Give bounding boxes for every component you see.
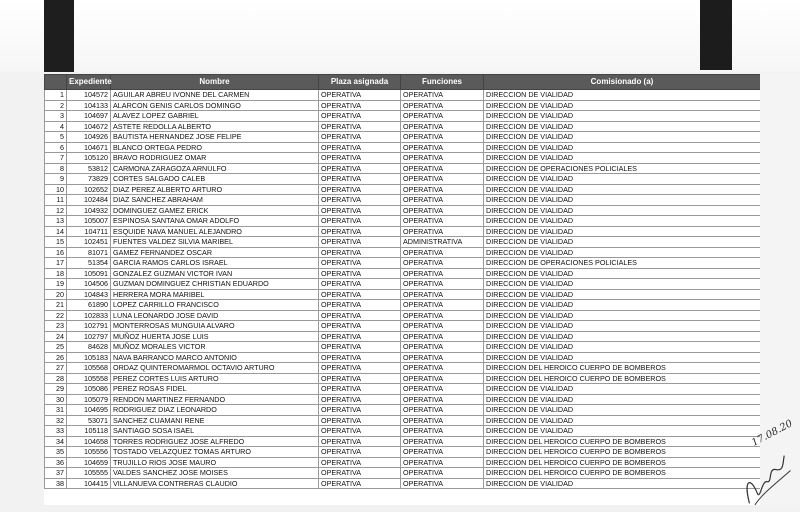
row-number: 17	[45, 258, 67, 269]
nombre-cell: CORTES SALGADO CALEB	[111, 174, 319, 185]
nombre-cell: ORDAZ QUINTEROMARMOL OCTAVIO ARTURO	[111, 363, 319, 374]
comisionado-cell: DIRECCION DE VIALIDAD	[484, 247, 761, 258]
expediente-cell: 105079	[67, 394, 111, 405]
expediente-cell: 105086	[67, 384, 111, 395]
header-index	[45, 75, 67, 90]
funciones-cell: OPERATIVA	[401, 478, 484, 489]
row-number: 7	[45, 153, 67, 164]
expediente-cell: 73829	[67, 174, 111, 185]
comisionado-cell: DIRECCION DE VIALIDAD	[484, 289, 761, 300]
table-row	[45, 363, 761, 374]
expediente-cell: 102833	[67, 310, 111, 321]
row-number: 3	[45, 111, 67, 122]
row-number: 27	[45, 363, 67, 374]
comisionado-cell: DIRECCION DEL HEROICO CUERPO DE BOMBEROS	[484, 447, 761, 458]
comisionado-cell: DIRECCION DE VIALIDAD	[484, 237, 761, 248]
funciones-cell: OPERATIVA	[401, 100, 484, 111]
plaza-cell: OPERATIVA	[319, 132, 401, 143]
expediente-cell: 105555	[67, 468, 111, 479]
table-row	[45, 394, 761, 405]
row-number: 15	[45, 237, 67, 248]
comisionado-cell: DIRECCION DE VIALIDAD	[484, 174, 761, 185]
comisionado-cell: DIRECCION DE VIALIDAD	[484, 100, 761, 111]
header-comisionado: Comisionado (a)	[484, 75, 761, 90]
row-number: 22	[45, 310, 67, 321]
nombre-cell: BRAVO RODRIGUEZ OMAR	[111, 153, 319, 164]
nombre-cell: PEREZ CORTES LUIS ARTURO	[111, 373, 319, 384]
table-header-row	[45, 75, 761, 90]
table-row	[45, 310, 761, 321]
comisionado-cell: DIRECCION DE VIALIDAD	[484, 195, 761, 206]
comisionado-cell: DIRECCION DE VIALIDAD	[484, 268, 761, 279]
comisionado-cell: DIRECCION DE VIALIDAD	[484, 153, 761, 164]
row-number: 9	[45, 174, 67, 185]
row-number: 34	[45, 436, 67, 447]
expediente-cell: 105007	[67, 216, 111, 227]
comisionado-cell: DIRECCION DEL HEROICO CUERPO DE BOMBEROS	[484, 363, 761, 374]
row-number: 21	[45, 300, 67, 311]
funciones-cell: OPERATIVA	[401, 457, 484, 468]
plaza-cell: OPERATIVA	[319, 436, 401, 447]
row-number: 2	[45, 100, 67, 111]
table-row	[45, 237, 761, 248]
nombre-cell: NAVA BARRANCO MARCO ANTONIO	[111, 352, 319, 363]
funciones-cell: OPERATIVA	[401, 468, 484, 479]
comisionado-cell: DIRECCION DE VIALIDAD	[484, 300, 761, 311]
funciones-cell: OPERATIVA	[401, 447, 484, 458]
funciones-cell: OPERATIVA	[401, 426, 484, 437]
comisionado-cell: DIRECCION DE VIALIDAD	[484, 478, 761, 489]
comisionado-cell: DIRECCION DE VIALIDAD	[484, 384, 761, 395]
plaza-cell: OPERATIVA	[319, 216, 401, 227]
comisionado-cell: DIRECCION DEL HEROICO CUERPO DE BOMBEROS	[484, 457, 761, 468]
row-number: 36	[45, 457, 67, 468]
comisionado-cell: DIRECCION DE VIALIDAD	[484, 415, 761, 426]
row-number: 14	[45, 226, 67, 237]
expediente-cell: 102484	[67, 195, 111, 206]
nombre-cell: ESPINOSA SANTANA OMAR ADOLFO	[111, 216, 319, 227]
funciones-cell: OPERATIVA	[401, 226, 484, 237]
table-row	[45, 216, 761, 227]
table-row	[45, 447, 761, 458]
plaza-cell: OPERATIVA	[319, 415, 401, 426]
funciones-cell: OPERATIVA	[401, 90, 484, 101]
comisionado-cell: DIRECCION DE VIALIDAD	[484, 405, 761, 416]
funciones-cell: OPERATIVA	[401, 289, 484, 300]
plaza-cell: OPERATIVA	[319, 363, 401, 374]
nombre-cell: TRUJILLO RIOS JOSE MAURO	[111, 457, 319, 468]
row-number: 19	[45, 279, 67, 290]
expediente-cell: 104506	[67, 279, 111, 290]
plaza-cell: OPERATIVA	[319, 153, 401, 164]
table-row	[45, 174, 761, 185]
plaza-cell: OPERATIVA	[319, 384, 401, 395]
expediente-cell: 81071	[67, 247, 111, 258]
comisionado-cell: DIRECCION DE VIALIDAD	[484, 216, 761, 227]
table-row	[45, 100, 761, 111]
nombre-cell: RODRIGUEZ DIAZ LEONARDO	[111, 405, 319, 416]
nombre-cell: FUENTES VALDEZ SILVIA MARIBEL	[111, 237, 319, 248]
funciones-cell: OPERATIVA	[401, 352, 484, 363]
plaza-cell: OPERATIVA	[319, 163, 401, 174]
row-number: 5	[45, 132, 67, 143]
document-page	[44, 74, 760, 505]
table-row	[45, 247, 761, 258]
table-row	[45, 195, 761, 206]
table-row	[45, 415, 761, 426]
plaza-cell: OPERATIVA	[319, 258, 401, 269]
expediente-cell: 61890	[67, 300, 111, 311]
header-nombre: Nombre	[111, 75, 319, 90]
funciones-cell: OPERATIVA	[401, 121, 484, 132]
funciones-cell: OPERATIVA	[401, 373, 484, 384]
comisionado-cell: DIRECCION DE OPERACIONES POLICIALES	[484, 258, 761, 269]
funciones-cell: OPERATIVA	[401, 394, 484, 405]
table-row	[45, 90, 761, 101]
funciones-cell: OPERATIVA	[401, 195, 484, 206]
nombre-cell: LOPEZ CARRILLO FRANCISCO	[111, 300, 319, 311]
plaza-cell: OPERATIVA	[319, 310, 401, 321]
nombre-cell: DIAZ SANCHEZ ABRAHAM	[111, 195, 319, 206]
nombre-cell: GAMEZ FERNANDEZ OSCAR	[111, 247, 319, 258]
nombre-cell: VALDES SANCHEZ JOSE MOISES	[111, 468, 319, 479]
table-row	[45, 111, 761, 122]
funciones-cell: OPERATIVA	[401, 415, 484, 426]
expediente-cell: 104697	[67, 111, 111, 122]
nombre-cell: HERRERA MORA MARIBEL	[111, 289, 319, 300]
funciones-cell: OPERATIVA	[401, 111, 484, 122]
nombre-cell: CARMONA ZARAGOZA ARNULFO	[111, 163, 319, 174]
comisionado-cell: DIRECCION DE VIALIDAD	[484, 142, 761, 153]
plaza-cell: OPERATIVA	[319, 447, 401, 458]
table-body	[45, 90, 761, 489]
personnel-table	[44, 74, 761, 489]
row-number: 8	[45, 163, 67, 174]
row-number: 31	[45, 405, 67, 416]
table-row	[45, 132, 761, 143]
plaza-cell: OPERATIVA	[319, 342, 401, 353]
funciones-cell: OPERATIVA	[401, 216, 484, 227]
funciones-cell: OPERATIVA	[401, 163, 484, 174]
funciones-cell: OPERATIVA	[401, 205, 484, 216]
comisionado-cell: DIRECCION DE VIALIDAD	[484, 321, 761, 332]
comisionado-cell: DIRECCION DEL HEROICO CUERPO DE BOMBEROS	[484, 468, 761, 479]
table-row	[45, 205, 761, 216]
expediente-cell: 84628	[67, 342, 111, 353]
expediente-cell: 51354	[67, 258, 111, 269]
row-number: 16	[45, 247, 67, 258]
expediente-cell: 104658	[67, 436, 111, 447]
funciones-cell: OPERATIVA	[401, 321, 484, 332]
nombre-cell: ASTETE REDOLLA ALBERTO	[111, 121, 319, 132]
plaza-cell: OPERATIVA	[319, 237, 401, 248]
table-row	[45, 457, 761, 468]
comisionado-cell: DIRECCION DEL HEROICO CUERPO DE BOMBEROS	[484, 436, 761, 447]
table-row	[45, 268, 761, 279]
header-expediente: Expediente	[67, 75, 111, 90]
expediente-cell: 53071	[67, 415, 111, 426]
comisionado-cell: DIRECCION DE VIALIDAD	[484, 205, 761, 216]
plaza-cell: OPERATIVA	[319, 468, 401, 479]
plaza-cell: OPERATIVA	[319, 174, 401, 185]
comisionado-cell: DIRECCION DE VIALIDAD	[484, 226, 761, 237]
row-number: 29	[45, 384, 67, 395]
expediente-cell: 105568	[67, 363, 111, 374]
nombre-cell: RENDON MARTINEZ FERNANDO	[111, 394, 319, 405]
table-row	[45, 426, 761, 437]
plaza-cell: OPERATIVA	[319, 289, 401, 300]
nombre-cell: GONZALEZ GUZMAN VICTOR IVAN	[111, 268, 319, 279]
table-row	[45, 384, 761, 395]
plaza-cell: OPERATIVA	[319, 100, 401, 111]
plaza-cell: OPERATIVA	[319, 300, 401, 311]
nombre-cell: SANCHEZ CUAMANI RENE	[111, 415, 319, 426]
row-number: 35	[45, 447, 67, 458]
nombre-cell: ALAVEZ LOPEZ GABRIEL	[111, 111, 319, 122]
plaza-cell: OPERATIVA	[319, 268, 401, 279]
nombre-cell: GUZMAN DOMINGUEZ CHRISTIAN EDUARDO	[111, 279, 319, 290]
expediente-cell: 104926	[67, 132, 111, 143]
table-row	[45, 142, 761, 153]
table-row	[45, 352, 761, 363]
expediente-cell: 102652	[67, 184, 111, 195]
nombre-cell: ESQUIDE NAVA MANUEL ALEJANDRO	[111, 226, 319, 237]
nombre-cell: DIAZ PEREZ ALBERTO ARTURO	[111, 184, 319, 195]
expediente-cell: 104695	[67, 405, 111, 416]
row-number: 33	[45, 426, 67, 437]
table-row	[45, 289, 761, 300]
expediente-cell: 104932	[67, 205, 111, 216]
row-number: 28	[45, 373, 67, 384]
plaza-cell: OPERATIVA	[319, 226, 401, 237]
plaza-cell: OPERATIVA	[319, 394, 401, 405]
expediente-cell: 104659	[67, 457, 111, 468]
nombre-cell: ALARCON GENIS CARLOS DOMINGO	[111, 100, 319, 111]
funciones-cell: OPERATIVA	[401, 258, 484, 269]
comisionado-cell: DIRECCION DE VIALIDAD	[484, 352, 761, 363]
row-number: 30	[45, 394, 67, 405]
row-number: 38	[45, 478, 67, 489]
comisionado-cell: DIRECCION DE VIALIDAD	[484, 394, 761, 405]
expediente-cell: 105120	[67, 153, 111, 164]
row-number: 23	[45, 321, 67, 332]
nombre-cell: TORRES RODRIGUEZ JOSE ALFREDO	[111, 436, 319, 447]
expediente-cell: 104415	[67, 478, 111, 489]
nombre-cell: PEREZ ROSAS FIDEL	[111, 384, 319, 395]
plaza-cell: OPERATIVA	[319, 205, 401, 216]
comisionado-cell: DIRECCION DE VIALIDAD	[484, 121, 761, 132]
nombre-cell: DOMINGUEZ GAMEZ ERICK	[111, 205, 319, 216]
nombre-cell: MONTERROSAS MUNGUIA ALVARO	[111, 321, 319, 332]
expediente-cell: 102797	[67, 331, 111, 342]
header-funciones: Funciones	[401, 75, 484, 90]
row-number: 18	[45, 268, 67, 279]
comisionado-cell: DIRECCION DE OPERACIONES POLICIALES	[484, 163, 761, 174]
expediente-cell: 105091	[67, 268, 111, 279]
nombre-cell: VILLANUEVA CONTRERAS CLAUDIO	[111, 478, 319, 489]
comisionado-cell: DIRECCION DE VIALIDAD	[484, 426, 761, 437]
header-plaza: Plaza asignada	[319, 75, 401, 90]
nombre-cell: BLANCO ORTEGA PEDRO	[111, 142, 319, 153]
table-row	[45, 163, 761, 174]
comisionado-cell: DIRECCION DE VIALIDAD	[484, 90, 761, 101]
scan-shadow-right	[700, 0, 732, 70]
row-number: 26	[45, 352, 67, 363]
row-number: 1	[45, 90, 67, 101]
funciones-cell: OPERATIVA	[401, 279, 484, 290]
plaza-cell: OPERATIVA	[319, 321, 401, 332]
table-row	[45, 478, 761, 489]
funciones-cell: OPERATIVA	[401, 405, 484, 416]
plaza-cell: OPERATIVA	[319, 405, 401, 416]
expediente-cell: 104711	[67, 226, 111, 237]
table-row	[45, 468, 761, 479]
scan-background-top	[0, 0, 800, 72]
row-number: 37	[45, 468, 67, 479]
row-number: 12	[45, 205, 67, 216]
scan-shadow-left	[44, 0, 74, 72]
funciones-cell: OPERATIVA	[401, 363, 484, 374]
expediente-cell: 102791	[67, 321, 111, 332]
nombre-cell: TOSTADO VELAZQUEZ TOMAS ARTURO	[111, 447, 319, 458]
row-number: 32	[45, 415, 67, 426]
comisionado-cell: DIRECCION DE VIALIDAD	[484, 331, 761, 342]
expediente-cell: 104572	[67, 90, 111, 101]
nombre-cell: LUNA LEONARDO JOSE DAVID	[111, 310, 319, 321]
plaza-cell: OPERATIVA	[319, 478, 401, 489]
table-row	[45, 321, 761, 332]
plaza-cell: OPERATIVA	[319, 142, 401, 153]
row-number: 10	[45, 184, 67, 195]
plaza-cell: OPERATIVA	[319, 373, 401, 384]
nombre-cell: AGUILAR ABREU IVONNE DEL CARMEN	[111, 90, 319, 101]
plaza-cell: OPERATIVA	[319, 331, 401, 342]
plaza-cell: OPERATIVA	[319, 111, 401, 122]
table-row	[45, 184, 761, 195]
table-row	[45, 331, 761, 342]
expediente-cell: 105558	[67, 373, 111, 384]
nombre-cell: SANTIAGO SOSA ISAEL	[111, 426, 319, 437]
expediente-cell: 105183	[67, 352, 111, 363]
expediente-cell: 104672	[67, 121, 111, 132]
row-number: 6	[45, 142, 67, 153]
table-row	[45, 153, 761, 164]
table-row	[45, 279, 761, 290]
table-row	[45, 436, 761, 447]
comisionado-cell: DIRECCION DE VIALIDAD	[484, 132, 761, 143]
row-number: 20	[45, 289, 67, 300]
table-row	[45, 226, 761, 237]
funciones-cell: OPERATIVA	[401, 153, 484, 164]
table-row	[45, 373, 761, 384]
funciones-cell: OPERATIVA	[401, 132, 484, 143]
row-number: 25	[45, 342, 67, 353]
funciones-cell: OPERATIVA	[401, 142, 484, 153]
comisionado-cell: DIRECCION DE VIALIDAD	[484, 184, 761, 195]
nombre-cell: BAUTISTA HERNANDEZ JOSE FELIPE	[111, 132, 319, 143]
plaza-cell: OPERATIVA	[319, 426, 401, 437]
table-row	[45, 258, 761, 269]
comisionado-cell: DIRECCION DE VIALIDAD	[484, 111, 761, 122]
funciones-cell: OPERATIVA	[401, 384, 484, 395]
table-row	[45, 121, 761, 132]
table-row	[45, 300, 761, 311]
plaza-cell: OPERATIVA	[319, 184, 401, 195]
expediente-cell: 104133	[67, 100, 111, 111]
funciones-cell: OPERATIVA	[401, 331, 484, 342]
funciones-cell: OPERATIVA	[401, 184, 484, 195]
expediente-cell: 102451	[67, 237, 111, 248]
nombre-cell: MUÑOZ HUERTA JOSE LUIS	[111, 331, 319, 342]
expediente-cell: 104671	[67, 142, 111, 153]
plaza-cell: OPERATIVA	[319, 352, 401, 363]
expediente-cell: 104843	[67, 289, 111, 300]
expediente-cell: 53812	[67, 163, 111, 174]
handwritten-date: 17.08.20	[750, 418, 795, 449]
expediente-cell: 105556	[67, 447, 111, 458]
plaza-cell: OPERATIVA	[319, 457, 401, 468]
row-number: 4	[45, 121, 67, 132]
funciones-cell: OPERATIVA	[401, 268, 484, 279]
row-number: 13	[45, 216, 67, 227]
plaza-cell: OPERATIVA	[319, 247, 401, 258]
comisionado-cell: DIRECCION DE VIALIDAD	[484, 279, 761, 290]
comisionado-cell: DIRECCION DE VIALIDAD	[484, 310, 761, 321]
plaza-cell: OPERATIVA	[319, 90, 401, 101]
plaza-cell: OPERATIVA	[319, 279, 401, 290]
funciones-cell: ADMINISTRATIVA	[401, 237, 484, 248]
funciones-cell: OPERATIVA	[401, 174, 484, 185]
row-number: 24	[45, 331, 67, 342]
expediente-cell: 105118	[67, 426, 111, 437]
funciones-cell: OPERATIVA	[401, 436, 484, 447]
row-number: 11	[45, 195, 67, 206]
nombre-cell: GARCIA RAMOS CARLOS ISRAEL	[111, 258, 319, 269]
plaza-cell: OPERATIVA	[319, 195, 401, 206]
funciones-cell: OPERATIVA	[401, 342, 484, 353]
comisionado-cell: DIRECCION DEL HEROICO CUERPO DE BOMBEROS	[484, 373, 761, 384]
comisionado-cell: DIRECCION DE VIALIDAD	[484, 342, 761, 353]
nombre-cell: MUÑOZ MORALES VICTOR	[111, 342, 319, 353]
plaza-cell: OPERATIVA	[319, 121, 401, 132]
handwritten-annotation	[726, 420, 800, 505]
funciones-cell: OPERATIVA	[401, 247, 484, 258]
funciones-cell: OPERATIVA	[401, 310, 484, 321]
table-row	[45, 342, 761, 353]
table-row	[45, 405, 761, 416]
handwritten-signature	[730, 448, 800, 512]
funciones-cell: OPERATIVA	[401, 300, 484, 311]
